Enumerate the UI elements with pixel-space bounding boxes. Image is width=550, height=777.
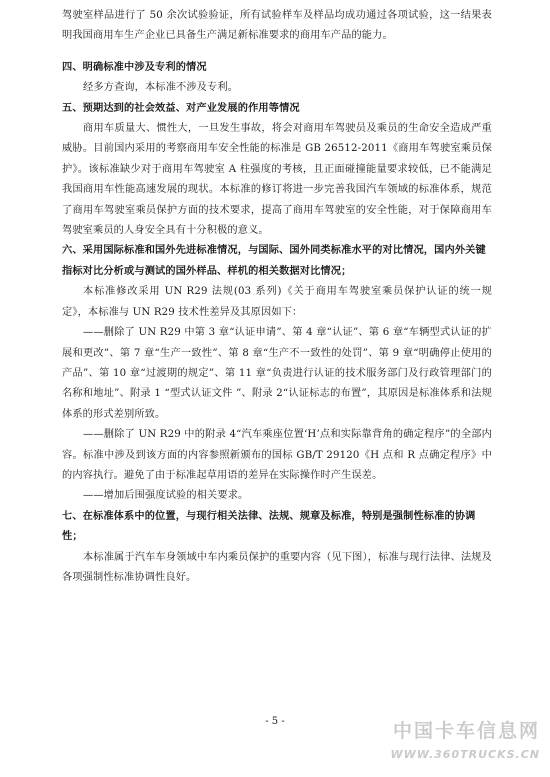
paragraph-test-results: 驾驶室样品进行了 50 余次试验验证，所有试验样车及样品均成功通过各项试验，这一结果表明我国商用车生产企业已具备生产满足新标准要求的商用车产品的能力。 [62, 10, 492, 42]
page-number: - 5 - [265, 716, 285, 727]
heading-section-7: 七、在标准体系中的位置，与现行相关法律、法规、规章及标准，特别是强制性标准的协调性； [62, 510, 476, 543]
paragraph-deleted-chapters: ——删除了 UN R29 中第 3 章“认证申请”、第 4 章“认证”、第 6 章“车辆型式认证的扩展和更改”、第 7 章“生产一致性”、第 8 章“生产不一致性的处罚”、第 9 章“明确停止使用的产品”、第 10 章“过渡期的规定”、第 11 章“负责进行认证的技术服务部门及行政管理部门的名称和地址”、附录 1 “型式认证文件 ”、附录 2“认证标志的布置”，其原因是标准体系和法规体系的形式差别所致。 [62, 327, 492, 420]
heading-section-6: 六、采用国际标准和国外先进标准情况，与国际、国外同类标准水平的对比情况，国内外关键指标对比分析或与测试的国外样品、样机的相关数据对比情况； [62, 245, 486, 277]
watermark-title: 中国卡车信息网 [392, 720, 540, 742]
site-watermark [350, 719, 540, 763]
paragraph-patents: 经多方查询，本标准不涉及专利。 [83, 82, 239, 94]
document-body [62, 6, 492, 588]
heading-section-5: 五、预期达到的社会效益、对产业发展的作用等情况 [62, 102, 300, 114]
paragraph-deleted-annex4: ——删除了 UN R29 中的附录 4“汽车乘座位置‘H’点和实际靠背角的确定程序”的全部内容。标准中涉及到该方面的内容参照新颁布的国标 GB/T 29120《H 点和 R 点确定程序》中的内容执行。避免了由于标准起草用语的差异在实际操作时产生误差。 [62, 429, 492, 481]
paragraph-social-benefits: 商用车质量大、惯性大，一旦发生事故，将会对商用车驾驶员及乘员的生命安全造成严重威胁。目前国内采用的考察商用车安全性能的标准是 GB 26512-2011《商用车驾驶室乘员保护》。该标准缺少对于商用车驾驶室 A 柱强度的考核，且正面碰撞能量要求较低，已不能满足我国商用车性能高速发展的现状。本标准的修订将进一步完善我国汽车领域的标准体系，规范了商用车驾驶室乘员保护方面的技术要求，提高了商用车驾驶室的安全性能，对于保障商用车驾驶室乘员的人身安全具有十分积极的意义。 [62, 123, 492, 237]
paragraph-coordination: 本标准属于汽车车身领域中车内乘员保护的重要内容（见下图），标准与现行法律、法规及各项强制性标准协调性良好。 [62, 551, 492, 583]
watermark-url: WWW.360TRUCKS.CN [390, 748, 540, 761]
heading-section-4: 四、明确标准中涉及专利的情况 [62, 61, 207, 73]
paragraph-rear-wall-test: ——增加后围强度试验的相关要求。 [83, 490, 249, 502]
paragraph-un-r29-adoption: 本标准修改采用 UN R29 法规(03 系列)《关于商用车驾驶室乘员保护认证的统一规定》，本标准与 UN R29 技术性差异及其原因如下： [62, 286, 492, 318]
